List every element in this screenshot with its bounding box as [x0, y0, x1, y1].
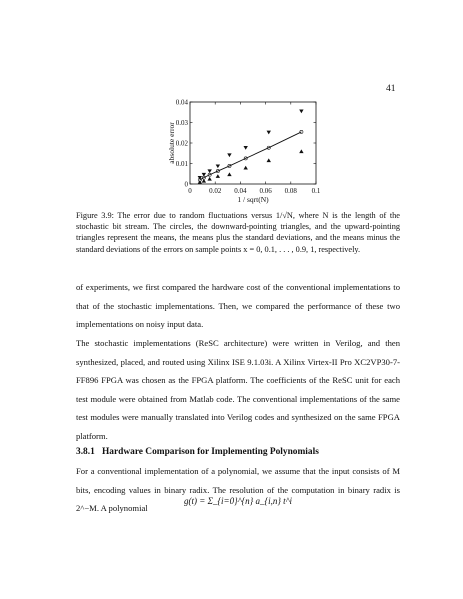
- x-tick-label: 0.1: [311, 187, 321, 195]
- x-tick-label: 0: [188, 187, 192, 195]
- x-tick-label: 0.08: [284, 187, 297, 195]
- y-tick-label: 0: [184, 180, 188, 189]
- y-tick-label: 0.03: [175, 118, 188, 127]
- mean-plus-std-point: [202, 173, 206, 177]
- page-number: 41: [386, 84, 396, 94]
- x-axis-label: 1 / sqrt(N): [237, 195, 269, 204]
- polynomial-equation: g(t) = Σ_{i=0}^{n} a_{i,n} t^i: [184, 496, 292, 506]
- mean-plus-std-point: [299, 110, 303, 114]
- mean-minus-std-point: [267, 158, 271, 162]
- mean-plus-std-point: [216, 164, 220, 168]
- x-tick-label: 0.02: [209, 187, 222, 195]
- section-number: 3.8.1: [76, 447, 95, 457]
- y-tick-label: 0.02: [175, 139, 188, 148]
- figure-caption: Figure 3.9: The error due to random fluctuations versus 1/√N, where N is the length of the stochastic bit stream. The circles, the downward-pointing triangles, and the upward-pointing triangles represent the means, the means plus the standard deviations, and the means minus the standard deviations of the errors on sample points x = 0, 0.1, . . . , 0.9, 1, respectively.: [76, 211, 400, 254]
- mean-plus-std-point: [243, 146, 247, 150]
- mean-plus-std-point: [267, 131, 271, 135]
- mean-line: [200, 132, 302, 180]
- mean-minus-std-point: [207, 177, 211, 181]
- mean-plus-std-point: [207, 169, 211, 173]
- mean-point: [300, 130, 303, 133]
- paragraph-polynomial: For a conventional implementation of a polynomial, we assume that the input consists of M bits, encoding values in binary radix. The resolution of the computation in binary radix is 2^−M. A polynomial: [76, 466, 400, 514]
- x-tick-label: 0.06: [259, 187, 272, 195]
- section-title: Hardware Comparison for Implementing Polynomials: [102, 447, 319, 457]
- mean-minus-std-point: [202, 179, 206, 183]
- section-heading: [76, 447, 400, 457]
- mean-minus-std-point: [227, 172, 231, 176]
- mean-plus-std-point: [227, 153, 231, 157]
- mean-minus-std-point: [216, 174, 220, 178]
- mean-minus-std-point: [299, 149, 303, 153]
- x-tick-label: 0.04: [234, 187, 247, 195]
- mean-minus-std-point: [243, 166, 247, 170]
- y-tick-label: 0.01: [175, 159, 188, 168]
- y-tick-label: 0.04: [175, 98, 188, 107]
- paragraph-implementation: The stochastic implementations (ReSC architecture) were written in Verilog, and then synthesized, placed, and routed using Xilinx ISE 9.1.03i. A Xilinx Virtex-II Pro XC2VP30-7-FF896 FPGA was chosen as the FPGA platform. The coefficients of the ReSC unit for each test module were obtained from Matlab code. The conventional implementations of the same test modules were manually translated into Verilog codes and synthesized on the same FPGA platform.: [76, 338, 400, 441]
- error-plot: [150, 96, 330, 208]
- paragraph-comparison: of experiments, we first compared the hardware cost of the conventional implementations to that of the stochastic implementations. Then, we compared the performance of these two implementations on noisy input data.: [76, 282, 400, 330]
- y-axis-label: absolute error: [167, 122, 176, 164]
